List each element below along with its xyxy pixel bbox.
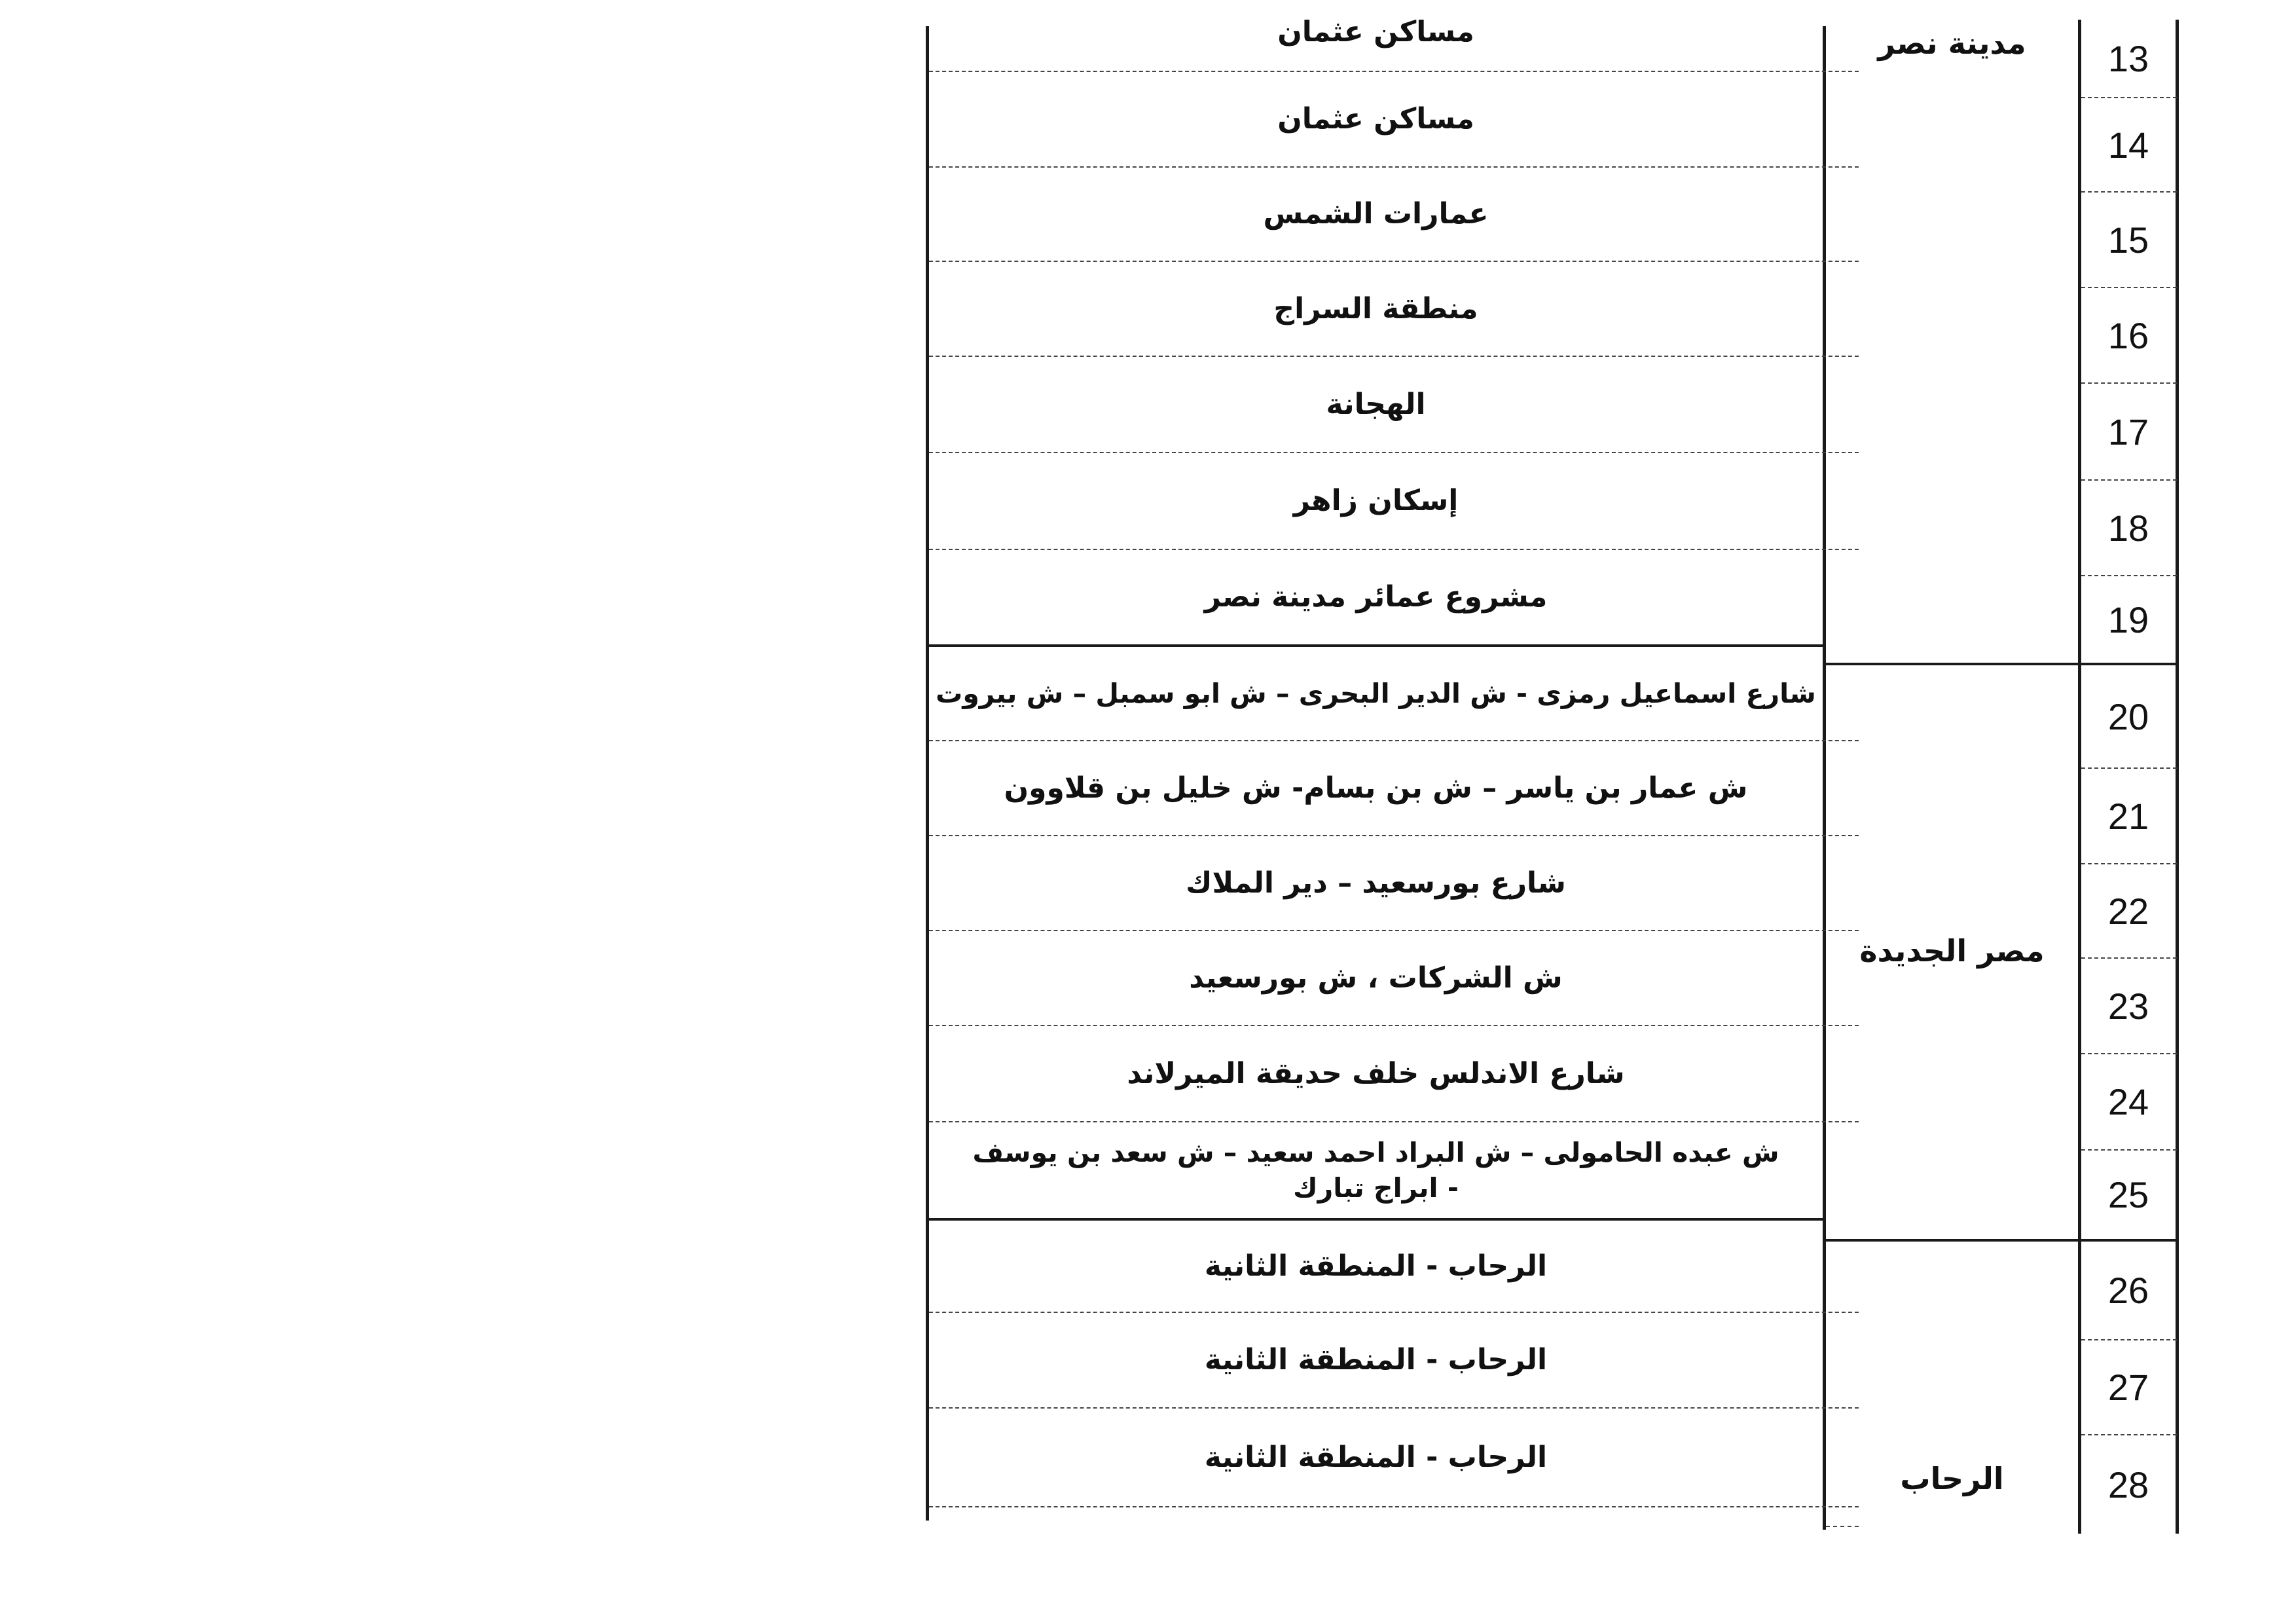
row-number: 27: [2107, 1367, 2149, 1408]
place-cell: مساكن عثمان: [1277, 102, 1474, 136]
row-divider: [929, 1506, 1859, 1507]
place-cell: مساكن عثمان: [1277, 20, 1474, 48]
region-cell: مدينة نصر: [1878, 26, 2026, 61]
column-divider-number-right: [2176, 20, 2179, 1534]
place-cell: منطقة السراج: [1273, 291, 1478, 325]
row-number: 13: [2107, 37, 2149, 79]
place-cell: شارع اسماعيل رمزى - ش الدير البحرى – ش ابو سمبل – ش بيروت: [936, 678, 1816, 709]
place-cell: الهجانة: [1326, 387, 1426, 421]
row-number: 23: [2107, 985, 2149, 1027]
place-cell: الرحاب - المنطقة الثانية: [1204, 1343, 1548, 1376]
place-cell: عمارات الشمس: [1263, 197, 1489, 231]
place-cell: الرحاب - المنطقة الثانية: [1204, 1440, 1548, 1474]
row-number: 18: [2107, 507, 2149, 549]
place-cell: شارع بورسعيد – دير الملاك: [1186, 866, 1566, 900]
row-number: 19: [2107, 599, 2149, 640]
row-number: 22: [2107, 890, 2149, 932]
row-number: 26: [2107, 1270, 2149, 1311]
row-number: 21: [2107, 795, 2149, 837]
row-number: 15: [2107, 219, 2149, 261]
place-cell: مشروع عمائر مدينة نصر: [1204, 580, 1548, 614]
row-number: 17: [2107, 411, 2149, 452]
place-cell: شارع الاندلس خلف حديقة الميرلاند: [1127, 1056, 1625, 1090]
region-cell: مصر الجديدة: [1859, 933, 2045, 969]
place-cell: ش عمار بن ياسر – ش بن بسام- ش خليل بن قلاوون: [1004, 771, 1748, 805]
row-number: 28: [2107, 1464, 2149, 1505]
row-divider: [1826, 1526, 1859, 1527]
row-number: 14: [2107, 124, 2149, 166]
place-cell: ش الشركات ، ش بورسعيد: [1189, 961, 1563, 995]
row-number: 24: [2107, 1081, 2149, 1122]
place-cell: ش عبده الحامولى – ش البراد احمد سعيد – ش سعد بن يوسف - ابراج تبارك: [972, 1137, 1779, 1204]
place-cell: إسكان زاهر: [1293, 484, 1459, 517]
row-number: 20: [2107, 695, 2149, 737]
row-number: 25: [2107, 1174, 2149, 1215]
row-number: 16: [2107, 314, 2149, 356]
region-cell: الرحاب: [1900, 1461, 2004, 1496]
column-divider-region: [1823, 26, 1826, 1530]
place-cell: الرحاب - المنطقة الثانية: [1204, 1249, 1548, 1283]
